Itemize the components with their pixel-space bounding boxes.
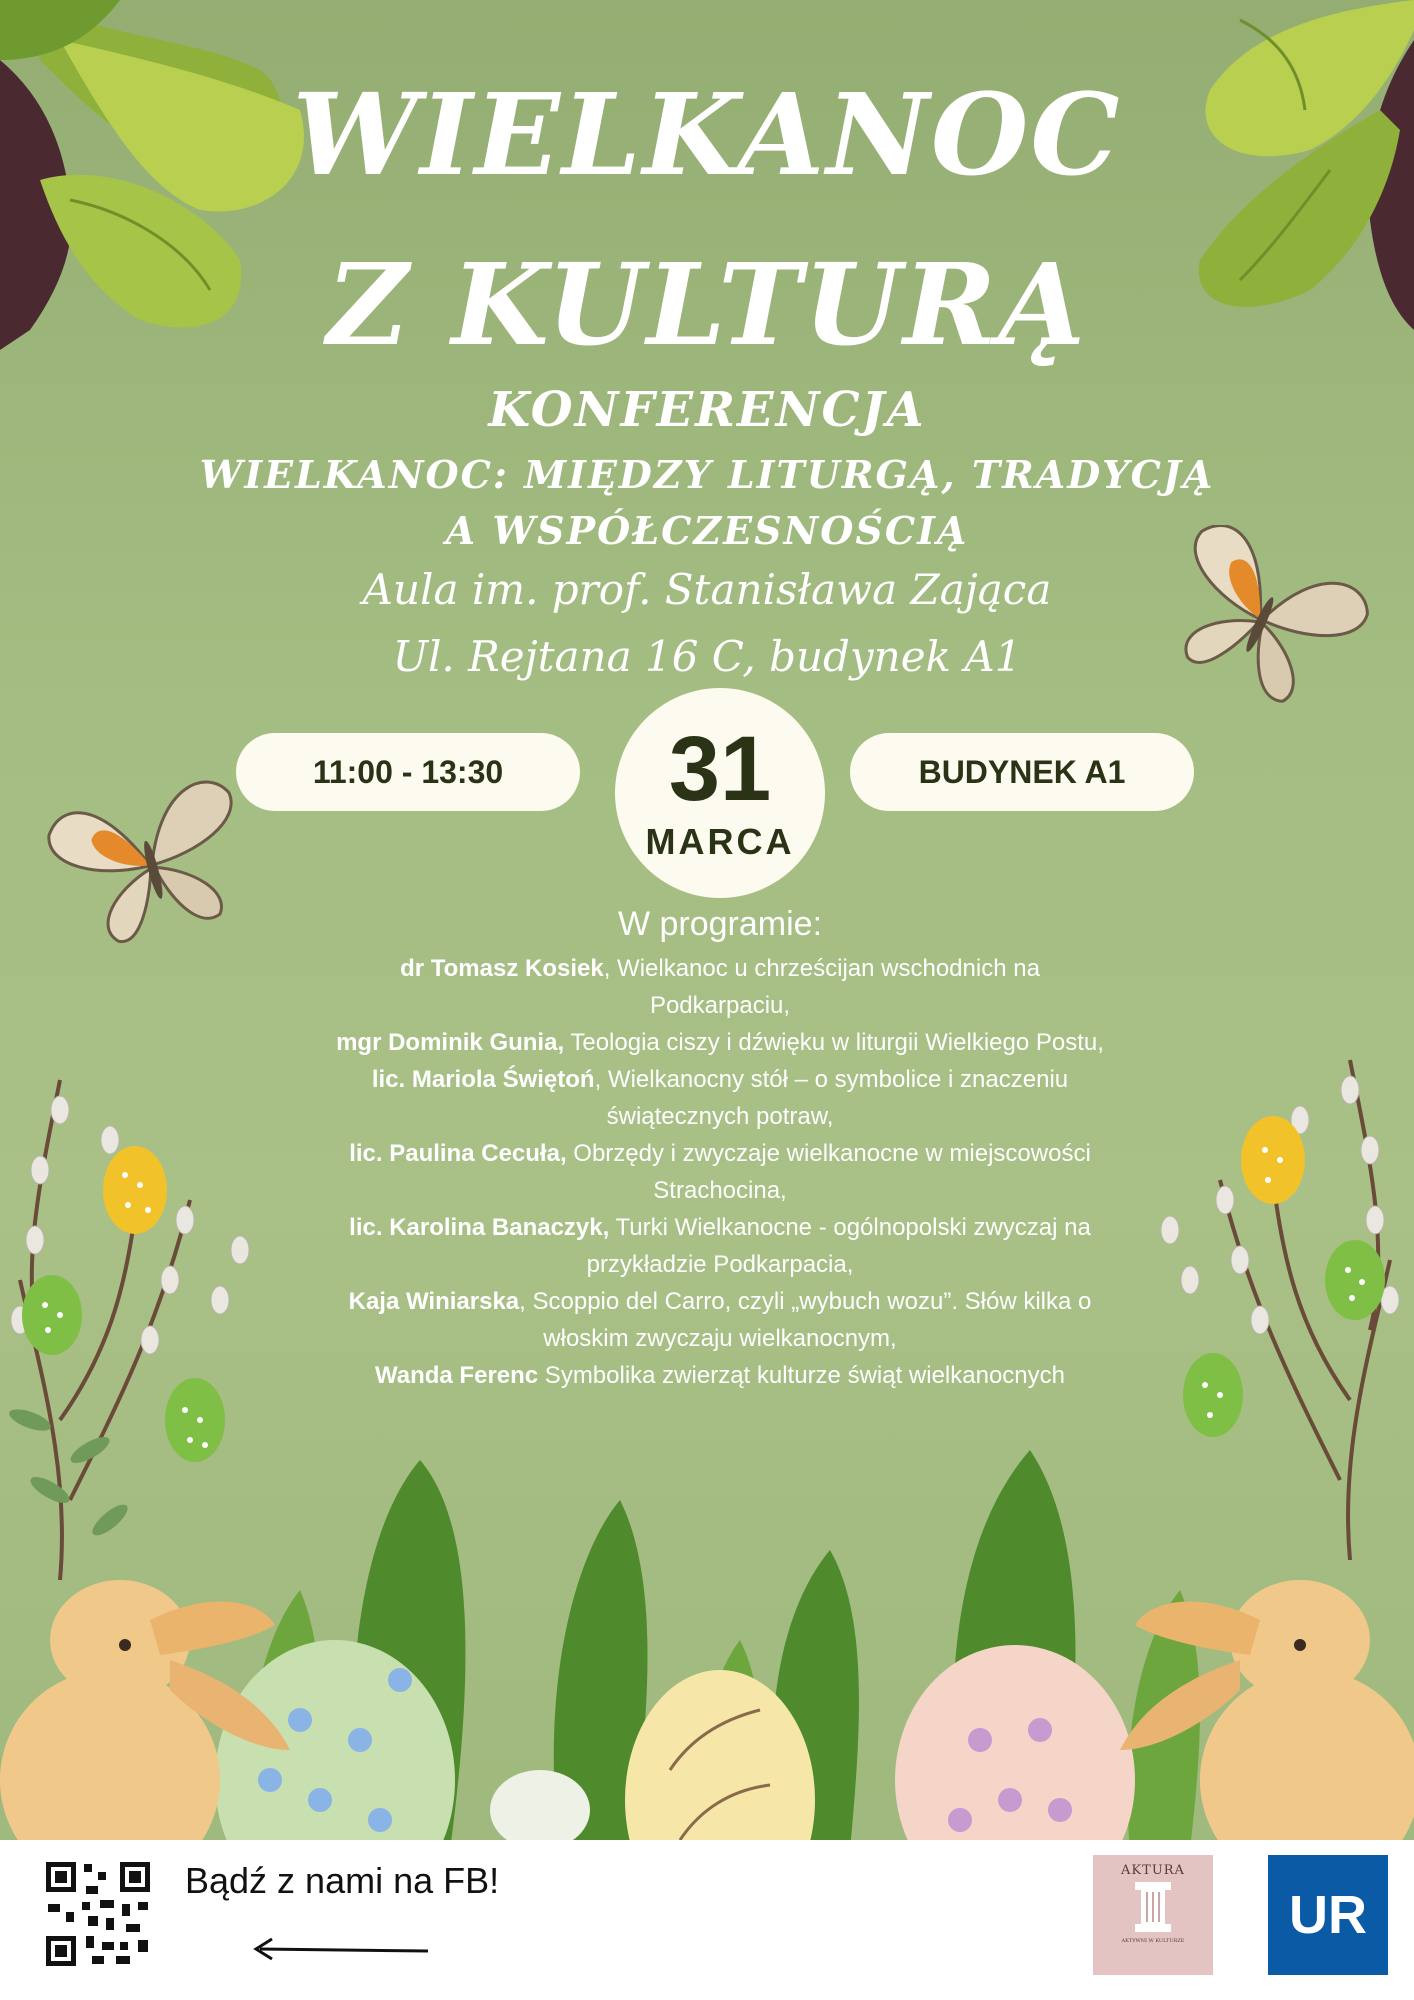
conference-subtitle-1: WIELKANOC: MIĘDZY LITURGĄ, TRADYCJĄ [199, 452, 1215, 497]
speaker-name: mgr Dominik Gunia, [336, 1029, 565, 1056]
aktura-logo-name: AKTURA [1121, 1863, 1185, 1878]
facebook-invite-text: Bądź z nami na FB! [185, 1860, 500, 1901]
speaker-name: dr Tomasz Kosiek [400, 955, 604, 982]
program-item [330, 950, 1110, 1024]
building-text: BUDYNEK A1 [918, 753, 1126, 790]
talk-topic: Obrzędy i zwyczaje wielkanocne w miejscowości Strachocina, [566, 1140, 1091, 1204]
speaker-name: Wanda Ferenc [374, 1362, 539, 1389]
talk-topic: Teologia ciszy i dźwięku w liturgii Wielkiego Postu, [564, 1029, 1104, 1056]
talk-topic: Turki Wielkanocne - ogólnopolski zwyczaj na przykładzie Podkarpacia, [586, 1214, 1091, 1278]
program-list [330, 950, 1110, 1394]
venue-hall: Aula im. prof. Stanisława Zająca [362, 565, 1052, 614]
talk-topic: Symbolika zwierząt kulturze świąt wielkanocnych [538, 1362, 1066, 1389]
talk-topic: , Wielkanocny stół – o symbolice i znaczeniu świątecznych potraw, [594, 1066, 1069, 1130]
program-item [330, 1283, 1110, 1357]
conference-subtitle-2: A WSPÓŁCZESNOŚCIĄ [445, 508, 969, 553]
aktura-logo-tagline: AKTYWNI W KULTURZE [1121, 1938, 1185, 1944]
conference-label: KONFERENCJA [488, 382, 926, 438]
talk-topic: , Scoppio del Carro, czyli „wybuch wozu”. Słów kilka o włoskim zwyczaju wielkanocnym, [519, 1288, 1092, 1352]
program-item [330, 1357, 1110, 1394]
title-line-2: Z KULTURĄ [326, 240, 1088, 371]
title-line-1: WIELKANOC [292, 70, 1122, 201]
program-item [330, 1209, 1110, 1283]
program-item [330, 1135, 1110, 1209]
venue-address: Ul. Rejtana 16 C, budynek A1 [392, 632, 1022, 681]
program-item [330, 1024, 1110, 1061]
time-pill [236, 733, 580, 811]
date-month: MARCA [645, 821, 795, 862]
talk-topic: , Wielkanoc u chrześcijan wschodnich na Podkarpaciu, [603, 955, 1040, 1019]
qr-code-icon[interactable] [42, 1858, 154, 1970]
arrow-left-icon [250, 1935, 430, 1965]
speaker-name: lic. Karolina Banaczyk, [349, 1214, 610, 1241]
speaker-name: lic. Paulina Cecuła, [349, 1140, 567, 1167]
speaker-name: Kaja Winiarska [348, 1288, 520, 1315]
easter-meadow [0, 1440, 1414, 1850]
program-item [330, 1061, 1110, 1135]
ur-logo-text: UR [1289, 1885, 1367, 1945]
time-text: 11:00 - 13:30 [312, 753, 504, 790]
date-day: 31 [668, 718, 772, 820]
aktura-logo[interactable] [1093, 1855, 1213, 1975]
program-heading: W programie: [617, 905, 823, 943]
ur-university-logo[interactable] [1268, 1855, 1388, 1975]
column-icon [1131, 1878, 1175, 1934]
building-pill [850, 733, 1194, 811]
speaker-name: lic. Mariola Świętoń [371, 1066, 595, 1093]
butterfly-icon [1150, 525, 1375, 715]
date-badge [615, 688, 825, 898]
